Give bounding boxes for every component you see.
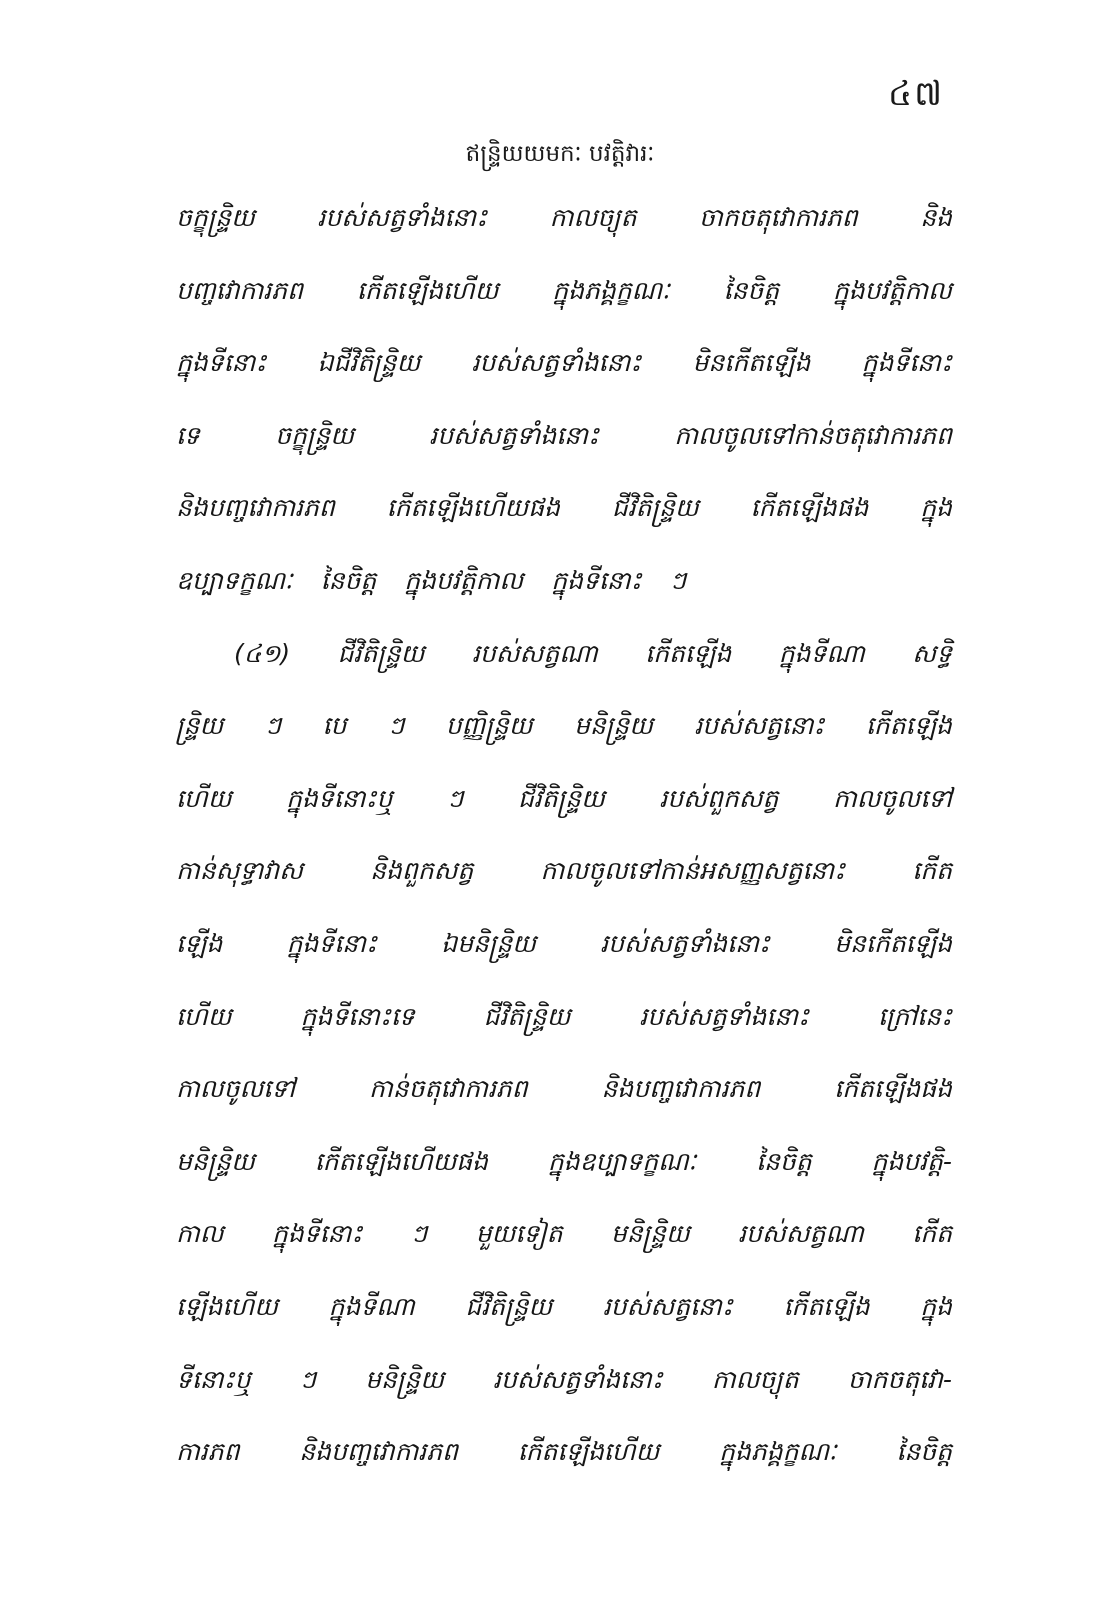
word: ឡើង bbox=[176, 928, 223, 958]
word: ក្នុងទីនោះឬ bbox=[286, 783, 393, 813]
text-line bbox=[176, 414, 952, 487]
word: ក្នុងទីនោះ bbox=[286, 928, 377, 958]
word: របស់សត្វណា bbox=[738, 1219, 864, 1249]
word: កាន់សុទ្ធាវាស bbox=[176, 856, 303, 886]
text-line bbox=[176, 269, 952, 342]
word: កាលចូលទៅ bbox=[832, 783, 952, 813]
word: បេ bbox=[322, 711, 347, 741]
word: និងបញ្ចវោការភព bbox=[176, 493, 335, 523]
text-line bbox=[176, 341, 952, 414]
word: និងពួកសត្វ bbox=[370, 856, 474, 886]
word: កាលចូលទៅកាន់អសញ្ញសត្វនោះ bbox=[540, 856, 846, 886]
word: ក្នុងទីនោះទេ bbox=[300, 1001, 415, 1031]
word: របស់សត្វទាំងនោះ bbox=[317, 203, 488, 232]
text-line bbox=[176, 849, 952, 922]
word: ៗ bbox=[446, 783, 464, 813]
word: របស់សត្វទាំងនោះ bbox=[639, 1001, 810, 1031]
word: ន្ទ្រិយ bbox=[176, 711, 224, 741]
word: ជីវិតិន្ទ្រិយ bbox=[517, 783, 605, 813]
word: កាន់ចតុវោការភព bbox=[368, 1074, 528, 1104]
word: ៗ bbox=[669, 565, 687, 595]
word: នៃចិត្ត bbox=[756, 1146, 812, 1176]
text-line bbox=[176, 1140, 952, 1213]
word: ទីនោះឬ bbox=[176, 1364, 251, 1394]
word: ឧប្បាទក្ខណៈ bbox=[176, 565, 293, 595]
word: ឡើងហើយ bbox=[176, 1291, 278, 1321]
word: ក្នុងទីណា bbox=[778, 638, 865, 668]
word: កាលច្យុត bbox=[711, 1364, 799, 1394]
text-line bbox=[176, 922, 952, 995]
page-number: ៤៧ bbox=[888, 74, 944, 114]
word: ៗ bbox=[410, 1219, 428, 1249]
text-line bbox=[176, 486, 952, 559]
word: ជីវិតិន្ទ្រិយ bbox=[483, 1001, 571, 1031]
word: នៃចិត្ត bbox=[723, 275, 780, 305]
word: នៃចិត្ត bbox=[320, 565, 377, 595]
word: ក្នុងទីនោះ bbox=[551, 565, 642, 595]
word: កើតឡើងហើយ bbox=[517, 1437, 660, 1467]
word: ក្នុងឧប្បាទក្ខណៈ bbox=[547, 1146, 697, 1176]
word: សទ្ធិ bbox=[912, 638, 952, 668]
word: ចក្ខុន្ទ្រិយ bbox=[176, 203, 255, 232]
word: និងបញ្ចវោការភព bbox=[601, 1074, 761, 1104]
word: ៗ bbox=[387, 711, 405, 741]
word: ចាកចតុវោការភព bbox=[698, 203, 858, 232]
word: កើតឡើងផង bbox=[834, 1074, 952, 1104]
section-number: (៤១) bbox=[234, 638, 291, 668]
text-line bbox=[176, 559, 952, 632]
text-line bbox=[176, 704, 952, 777]
word: ក្នុងបវត្តិ- bbox=[871, 1146, 952, 1176]
word: កាលច្យុត bbox=[549, 203, 637, 232]
word: ក្រៅនេះ bbox=[877, 1001, 952, 1031]
word: ៗ bbox=[264, 711, 282, 741]
running-header: ឥន្ទ្រិយយមកៈ បវត្តិវារៈ bbox=[465, 141, 655, 167]
word: កាលចូលទៅ bbox=[176, 1074, 296, 1104]
word: កើតឡើង bbox=[783, 1291, 870, 1321]
word: កាល bbox=[176, 1219, 224, 1249]
word: ក្នុងភង្គក្ខណៈ bbox=[719, 1437, 837, 1467]
word: ជីវិតិន្ទ្រិយ bbox=[611, 493, 699, 523]
text-body bbox=[176, 196, 952, 1503]
word: បញ្ចវោការភព bbox=[176, 275, 303, 305]
word: របស់សត្វនោះ bbox=[694, 711, 825, 741]
word: និងបញ្ចវោការភព bbox=[299, 1437, 458, 1467]
word: របស់សត្វទាំងនោះ bbox=[493, 1364, 663, 1394]
text-line bbox=[176, 1358, 952, 1431]
word: ក្នុងភង្គក្ខណៈ bbox=[552, 275, 670, 305]
word: ហើយ bbox=[176, 783, 232, 813]
word: ក្នុងទីនោះ bbox=[272, 1219, 363, 1249]
word: របស់សត្វទាំងនោះ bbox=[429, 420, 599, 450]
word: ជីវិតិន្ទ្រិយ bbox=[337, 638, 425, 668]
word: ក្នុងបវត្តិកាល bbox=[404, 565, 524, 595]
word: ៗ bbox=[299, 1364, 317, 1394]
text-line bbox=[176, 1285, 952, 1358]
text-line bbox=[176, 1212, 952, 1285]
word: ក្នុង bbox=[920, 1291, 952, 1321]
word: របស់សត្វទាំងនោះ bbox=[471, 348, 642, 378]
word: ជីវិតិន្ទ្រិយ bbox=[465, 1291, 553, 1321]
word: របស់សត្វណា bbox=[471, 638, 598, 668]
word: ក្នុង bbox=[920, 493, 952, 523]
word: កើតឡើង bbox=[865, 711, 952, 741]
text-line bbox=[176, 995, 952, 1068]
word: ក្នុងទីណា bbox=[328, 1291, 415, 1321]
text-line bbox=[176, 1430, 952, 1503]
text-line bbox=[176, 196, 952, 269]
word: កើត bbox=[912, 856, 952, 886]
word: មិនកើតឡើង bbox=[692, 348, 811, 378]
word: ក្នុងបវត្តិកាល bbox=[832, 275, 952, 305]
word: ហើយ bbox=[176, 1001, 232, 1031]
word: កើតឡើង bbox=[645, 638, 732, 668]
word: បញ្ញិន្ទ្រិយ bbox=[445, 711, 533, 741]
word: កាលចូលទៅកាន់ចតុវោការភព bbox=[674, 420, 952, 450]
text-line bbox=[176, 777, 952, 850]
text-line bbox=[176, 632, 952, 705]
word: មនិន្ទ្រិយ bbox=[365, 1364, 444, 1394]
word: របស់សត្វទាំងនោះ bbox=[600, 928, 770, 958]
word: របស់ពួកសត្វ bbox=[659, 783, 779, 813]
word: កើតឡើងផង bbox=[750, 493, 869, 523]
word: ឯមនិន្ទ្រិយ bbox=[441, 928, 536, 958]
word: ឯជីវិតិន្ទ្រិយ bbox=[317, 348, 421, 378]
word: កើតឡើងហើយផង bbox=[314, 1146, 489, 1176]
word: មនិន្ទ្រិយ bbox=[574, 711, 653, 741]
text-line bbox=[176, 1067, 952, 1140]
word: មួយទៀត bbox=[475, 1219, 563, 1249]
word: ចក្ខុន្ទ្រិយ bbox=[275, 420, 354, 450]
word: មិនកើតឡើង bbox=[834, 928, 952, 958]
word: របស់សត្វនោះ bbox=[602, 1291, 733, 1321]
word: នៃចិត្ត bbox=[896, 1437, 952, 1467]
word: ក្នុងទីនោះ bbox=[176, 348, 267, 378]
word: កើត bbox=[912, 1219, 952, 1249]
word: ទេ bbox=[176, 420, 200, 450]
word: មនិន្ទ្រិយ bbox=[610, 1219, 690, 1249]
word: ការភព bbox=[176, 1437, 240, 1467]
word: ក្នុងទីនោះ bbox=[861, 348, 952, 378]
word: មនិន្ទ្រិយ bbox=[176, 1146, 255, 1176]
word: និង bbox=[920, 203, 952, 232]
word: កើតឡើងហើយផង bbox=[386, 493, 560, 523]
word: កើតឡើងហើយ bbox=[356, 275, 499, 305]
word: ចាកចតុវោ- bbox=[847, 1364, 952, 1394]
